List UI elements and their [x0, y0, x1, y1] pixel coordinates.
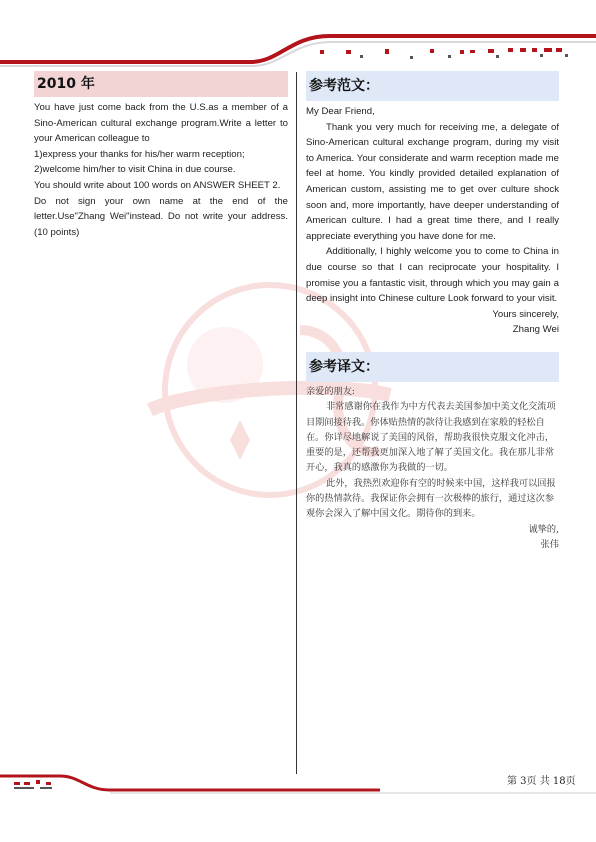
question-line: 2)welcome him/her to visit China in due course. — [34, 164, 236, 176]
header-decoration — [0, 0, 596, 70]
question-line: Do not sign your own name at the end of the letter.Use"Zhang Wei"instead. Do not write your address.(10 points) — [34, 195, 288, 238]
sample-salutation: My Dear Friend, — [306, 106, 375, 117]
question-column — [34, 71, 288, 240]
translation-paragraph: 非常感谢你在我作为中方代表去美国参加中美文化交流项目期间接待我。你体贴热情的款待让我感到在家般的轻松自在。你详尽地解说了美国的风俗，帮助我很快克服文化冲击，重要的是，还帮我更加深入地了解了美国文化。我在那儿非常开心，我真的感激你为我做的一切。 — [306, 401, 556, 474]
answer-column — [306, 71, 559, 552]
sample-closing: Yours sincerely, — [492, 308, 559, 320]
column-divider — [296, 72, 297, 774]
sample-paragraph: Additionally, I highly welcome you to come to China in due course so that I can reciprocate your hospitality. I promise you a fantastic visit, through which you may gain a deep insight into Chinese culture Look forward to your visit. — [306, 246, 559, 305]
translation-heading: 参考译文： — [306, 352, 559, 382]
sample-letter — [306, 104, 559, 338]
translation-closing: 诚挚的, — [528, 523, 559, 535]
year-heading: 2010 年 — [34, 71, 288, 97]
translation-paragraph: 此外，我热烈欢迎你有空的时候来中国，这样我可以回报你的热情款待。我保证你会拥有一次极棒的旅行，通过这次参观你会深入了解中国文化。期待你的到来。 — [306, 477, 556, 520]
question-line: You should write about 100 words on ANSWER SHEET 2. — [34, 179, 281, 191]
translation-signature: 张伟 — [540, 538, 559, 550]
question-text — [34, 100, 288, 240]
sample-heading: 参考范文： — [306, 71, 559, 101]
sample-paragraph: Thank you very much for receiving me, a delegate of Sino-American cultural exchange program, during my visit to America. Your considerate and warm reception made me feel at home. You kindly provided detailed explanation of American custom, assisting me to get over culture shock soon and, more importantly, have deeper understanding of American culture. I had a great time there, and I really appreciate everything you have done for me. — [306, 121, 559, 242]
translation-salutation: 亲爱的朋友: — [306, 385, 356, 397]
translation-letter — [306, 384, 559, 552]
sample-signature: Zhang Wei — [512, 324, 559, 336]
page-number: 第 3页 共 18页 — [507, 776, 576, 787]
question-line: You have just come back from the U.S.as a member of a Sino-American cultural exchange program.Write a letter to your American colleague to — [34, 102, 288, 145]
question-line: 1)express your thanks for his/her warm reception; — [34, 148, 245, 160]
